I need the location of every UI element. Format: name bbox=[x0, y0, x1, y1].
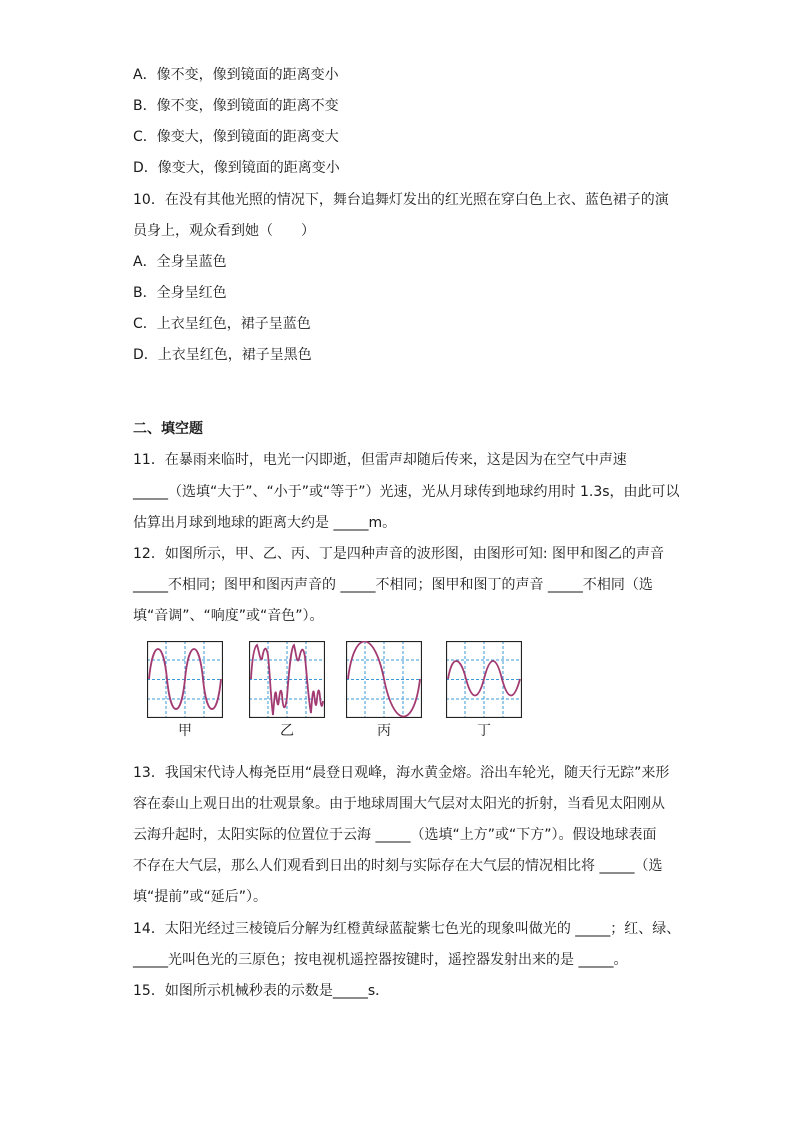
q10-stem-line1: 10．在没有其他光照的情况下，舞台追舞灯发出的红光照在穿白色上衣、蓝色裙子的演 bbox=[133, 192, 669, 208]
q9-option-d: D．像变大，像到镜面的距离变小 bbox=[133, 160, 340, 176]
waveform-bing bbox=[346, 641, 422, 718]
waveform-label-bing: 丙 bbox=[377, 723, 391, 739]
section-title-fill-in: 二、填空题 bbox=[133, 421, 203, 437]
q9-option-a: A．像不变，像到镜面的距离变小 bbox=[133, 67, 339, 83]
q13-line3: 云海升起时，太阳实际的位置位于云海 _____（选填“上方”或“下方”）。假设地球表面 bbox=[133, 827, 657, 843]
q13-line2: 容在泰山上观日出的壮观景象。由于地球周围大气层对太阳光的折射，当看见太阳刚从 bbox=[133, 796, 665, 812]
q10-option-a: A．全身呈蓝色 bbox=[133, 254, 227, 270]
waveform-jia bbox=[147, 641, 223, 718]
waveform-label-ding: 丁 bbox=[477, 723, 491, 739]
q9-option-c: C．像变大，像到镜面的距离变大 bbox=[133, 129, 339, 145]
q11-line3: 估算出月球到地球的距离大约是 _____m。 bbox=[133, 515, 397, 531]
q15-line1: 15．如图所示机械秒表的示数是_____s． bbox=[133, 983, 390, 999]
q11-line1: 11．在暴雨来临时，电光一闪即逝，但雷声却随后传来，这是因为在空气中声速 bbox=[133, 452, 627, 468]
q13-line4: 不存在大气层，那么人们观看到日出的时刻与实际存在大气层的情况相比将 _____（选 bbox=[133, 858, 663, 874]
waveform-yi bbox=[249, 641, 325, 718]
q11-line2: _____（选填“大于”、“小于”或“等于”）光速，光从月球传到地球约用时 1.3s，由此可以 bbox=[133, 484, 680, 500]
q12-line3: 填“音调”、“响度”或“音色”）。 bbox=[133, 608, 324, 624]
q14-line2: _____光叫色光的三原色；按电视机遥控器按键时，遥控器发射出来的是 _____。 bbox=[133, 952, 628, 968]
waveform-label-yi: 乙 bbox=[280, 723, 294, 739]
q10-option-d: D．上衣呈红色，裙子呈黑色 bbox=[133, 347, 312, 363]
q12-line2: _____不相同；图甲和图丙声音的 _____不相同；图甲和图丁的声音 _____不相同（选 bbox=[133, 577, 653, 593]
q10-option-b: B．全身呈红色 bbox=[133, 285, 227, 301]
q10-stem-line2: 员身上，观众看到她（ ） bbox=[133, 223, 315, 239]
waveform-grid bbox=[249, 641, 325, 718]
q12-line1: 12．如图所示，甲、乙、丙、丁是四种声音的波形图，由图形可知: 图甲和图乙的声音 bbox=[133, 546, 664, 562]
waveform-ding bbox=[446, 641, 522, 718]
q13-line5: 填“提前”或“延后”）。 bbox=[133, 889, 268, 905]
q9-option-b: B．像不变，像到镜面的距离不变 bbox=[133, 98, 339, 114]
q14-line1: 14．太阳光经过三棱镜后分解为红橙黄绿蓝靛紫七色光的现象叫做光的 _____；红、绿、 bbox=[133, 921, 681, 937]
q10-option-c: C．上衣呈红色，裙子呈蓝色 bbox=[133, 316, 311, 332]
waveform-label-jia: 甲 bbox=[178, 723, 192, 739]
q13-line1: 13．我国宋代诗人梅尧臣用“晨登日观峰，海水黄金熔。浴出车轮光，随天行无踪”来形 bbox=[133, 765, 670, 781]
